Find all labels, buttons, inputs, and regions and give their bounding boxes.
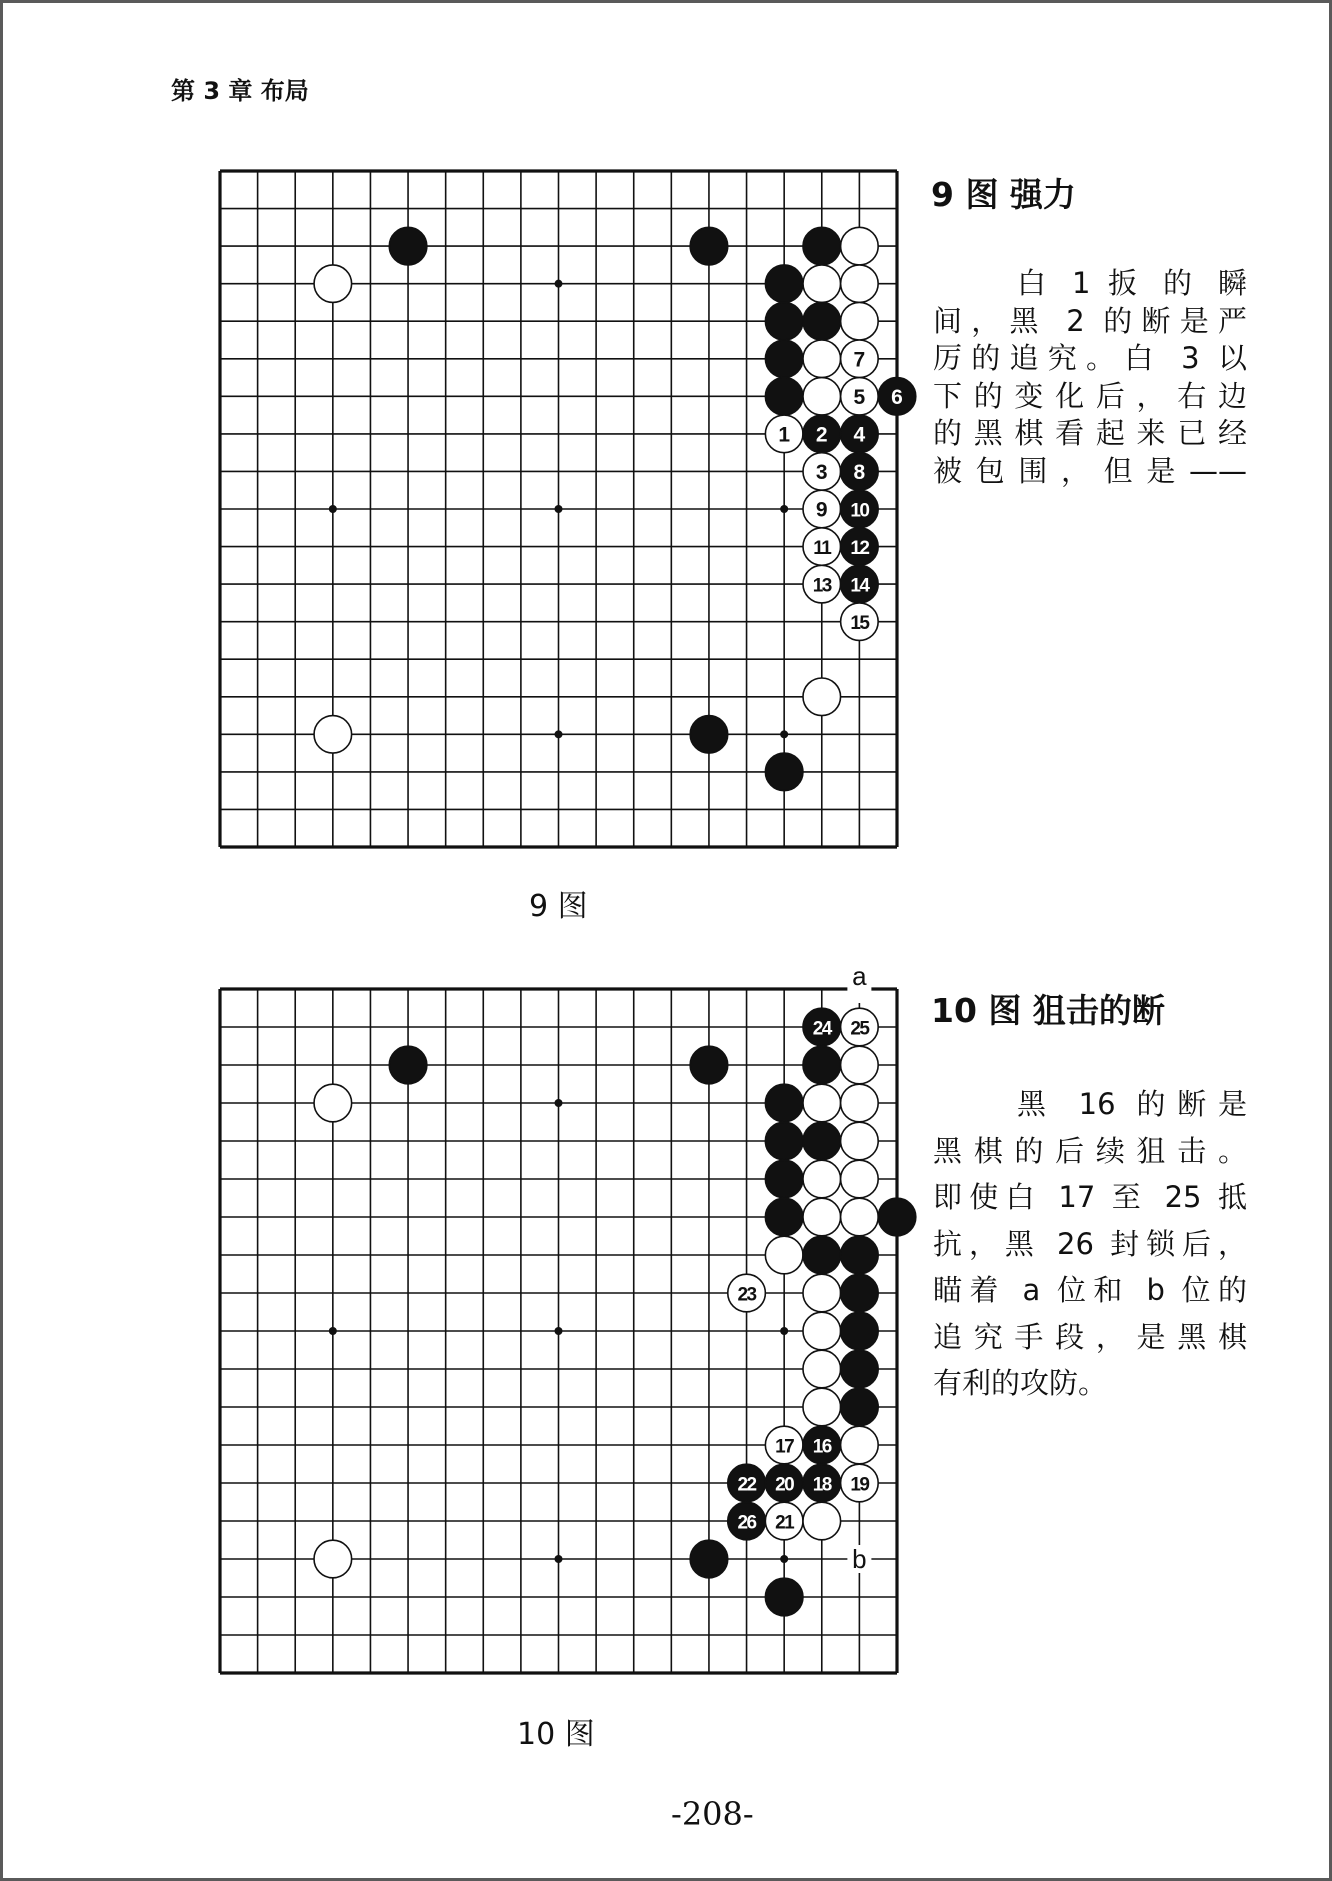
white-stone	[841, 1122, 879, 1160]
text-line: 抗，黑 26 封锁后，	[933, 1226, 1247, 1261]
black-stone	[690, 716, 728, 754]
white-stone	[803, 265, 841, 303]
figure-9-commentary	[933, 265, 1247, 490]
text-line: 被包围，但是——	[933, 453, 1247, 488]
move-number: 6	[891, 385, 903, 409]
text-line: 瞄着 a 位和 b 位的	[933, 1273, 1247, 1307]
figure-10-title: 10 图 狙击的断	[931, 991, 1165, 1030]
black-stone	[690, 1540, 728, 1578]
black-stone	[765, 340, 803, 378]
black-stone	[841, 1350, 879, 1388]
move-number: 15	[850, 613, 869, 635]
star-point	[329, 505, 337, 513]
move-number: 22	[737, 1474, 756, 1496]
white-stone	[841, 302, 879, 340]
black-stone	[765, 302, 803, 340]
black-stone	[690, 1046, 728, 1084]
white-stone	[314, 1084, 352, 1122]
black-stone	[765, 1578, 803, 1616]
white-stone	[803, 340, 841, 378]
black-stone	[841, 1388, 879, 1426]
move-number: 10	[850, 500, 869, 522]
move-number: 9	[815, 498, 828, 522]
black-stone	[878, 1198, 916, 1236]
text-line: 即使白 17 至 25 抵	[933, 1180, 1247, 1214]
black-stone	[765, 753, 803, 791]
star-point	[555, 1099, 563, 1107]
point-label: b	[852, 1544, 867, 1574]
page-number: -208-	[671, 1795, 754, 1833]
move-number: 19	[850, 1474, 869, 1496]
star-point	[555, 280, 563, 288]
white-stone	[803, 1084, 841, 1122]
move-number: 24	[812, 1018, 831, 1040]
white-stone	[841, 1198, 879, 1236]
white-stone	[841, 227, 879, 265]
move-number: 20	[775, 1474, 794, 1496]
white-stone	[803, 1198, 841, 1236]
black-stone	[765, 1198, 803, 1236]
move-number: 13	[812, 575, 831, 597]
white-stone	[841, 1046, 879, 1084]
white-stone	[765, 1236, 803, 1274]
text-line: 的黑棋看起来已经	[933, 416, 1247, 450]
move-number: 12	[850, 538, 869, 560]
text-line: 白 1 扳 的 瞬	[1017, 266, 1247, 300]
white-stone	[803, 1312, 841, 1350]
star-point	[555, 505, 563, 513]
figure-9-title: 9 图 强力	[931, 175, 1076, 214]
black-stone	[765, 1084, 803, 1122]
figure-10-commentary	[933, 1081, 1247, 1407]
move-number: 1	[778, 423, 791, 447]
black-stone	[841, 1274, 879, 1312]
white-stone	[803, 678, 841, 716]
chapter-header: 第 3 章 布局	[171, 77, 309, 105]
move-number: 5	[853, 385, 866, 409]
move-number: 7	[853, 348, 866, 372]
move-number: 14	[850, 575, 869, 597]
text-line: 间，黑 2 的断是严	[933, 303, 1247, 338]
white-stone	[314, 265, 352, 303]
white-stone	[314, 1540, 352, 1578]
star-point	[780, 1327, 788, 1335]
star-point	[555, 730, 563, 738]
text-line: 有利的攻防。	[933, 1366, 1108, 1400]
white-stone	[803, 1160, 841, 1198]
black-stone	[389, 1046, 427, 1084]
move-number: 23	[737, 1284, 756, 1306]
move-number: 17	[775, 1436, 794, 1458]
white-stone	[314, 716, 352, 754]
black-stone	[841, 1312, 879, 1350]
move-number: 2	[815, 423, 828, 447]
black-stone	[389, 227, 427, 265]
go-board-figure-9	[220, 171, 916, 847]
star-point	[555, 1327, 563, 1335]
black-stone	[803, 1046, 841, 1084]
move-number: 4	[853, 423, 866, 447]
star-point	[555, 1555, 563, 1563]
white-stone	[841, 1084, 879, 1122]
star-point	[780, 730, 788, 738]
white-stone	[803, 1350, 841, 1388]
move-number: 21	[775, 1512, 794, 1534]
text-line: 追究手段，是黑棋	[933, 1319, 1247, 1354]
go-board-figure-10	[220, 961, 916, 1673]
black-stone	[690, 227, 728, 265]
star-point	[780, 1555, 788, 1563]
black-stone	[765, 1122, 803, 1160]
white-stone	[841, 1160, 879, 1198]
black-stone	[803, 1236, 841, 1274]
move-number: 25	[850, 1018, 869, 1040]
text-line: 厉的追究。白 3 以	[933, 341, 1247, 375]
move-number: 11	[813, 538, 831, 560]
figure-9-caption: 9 图	[529, 889, 588, 924]
move-number: 16	[812, 1436, 831, 1458]
white-stone	[803, 378, 841, 416]
white-stone	[803, 1388, 841, 1426]
figure-10-caption: 10 图	[517, 1717, 595, 1752]
black-stone	[765, 265, 803, 303]
white-stone	[841, 265, 879, 303]
point-label: a	[852, 961, 867, 991]
black-stone	[841, 1236, 879, 1274]
white-stone	[803, 1502, 841, 1540]
black-stone	[803, 227, 841, 265]
text-line: 下的变化后，右边	[933, 378, 1247, 413]
black-stone	[765, 1160, 803, 1198]
move-number: 18	[812, 1474, 831, 1496]
star-point	[329, 1327, 337, 1335]
black-stone	[803, 302, 841, 340]
text-line: 黑 16 的断是	[1017, 1087, 1247, 1121]
black-stone	[765, 378, 803, 416]
white-stone	[841, 1426, 879, 1464]
black-stone	[803, 1122, 841, 1160]
move-number: 3	[815, 460, 828, 484]
move-number: 8	[853, 460, 866, 484]
star-point	[780, 505, 788, 513]
text-line: 黑棋的后续狙击。	[933, 1133, 1247, 1168]
white-stone	[803, 1274, 841, 1312]
move-number: 26	[737, 1512, 756, 1534]
